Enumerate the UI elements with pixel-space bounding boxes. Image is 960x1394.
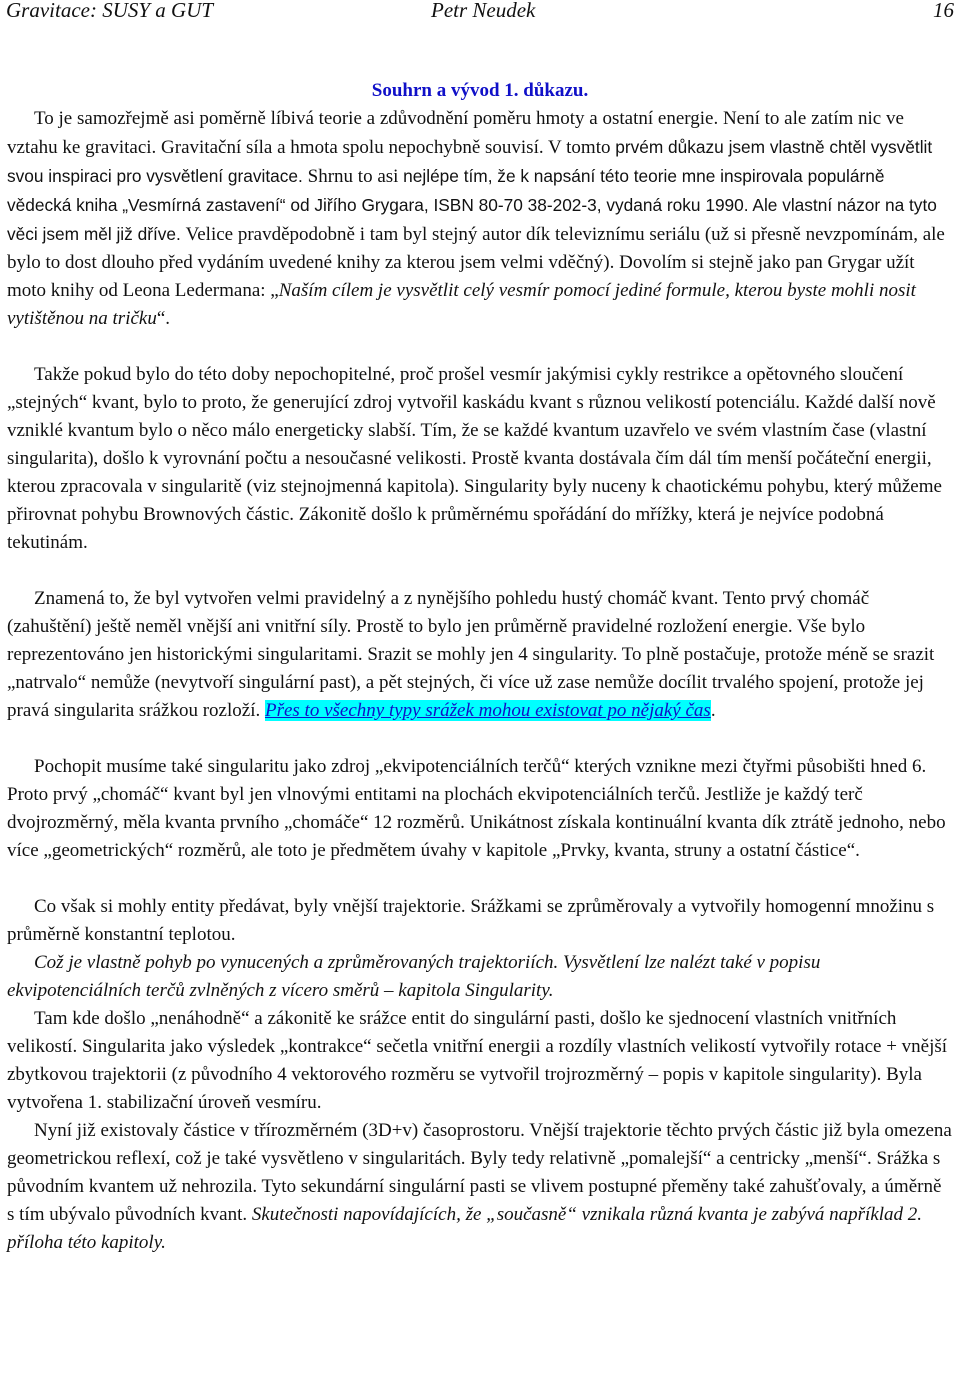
paragraph-6: Což je vlastně pohyb po vynucených a zprůměrovaných trajektoriích. Vysvětlení lze nalézt také v popisu ekvipotenciálních terčů zvlněných z vícero směrů – kapitola Singularity.: [7, 952, 821, 1001]
paragraph-1-text-e: Velice pravděpodobně i tam byl stejný autor dík televiznímu seriálu (už si přesně nevzpomínám, ale bylo to dost dlouho před vydáním uvedené knihy za kterou jsem velmi vděčný). Dovolím si stejně jako pan Grygar užít moto knihy od Leona Ledermana: „: [7, 224, 945, 301]
header-title: Gravitace: SUSY a GUT: [6, 0, 214, 22]
paragraph-1-text-c: Shrnu to asi: [307, 166, 404, 187]
paragraph-3-end: .: [710, 700, 716, 721]
paragraph-3: [7, 585, 953, 725]
section-title: Souhrn a vývod 1. důkazu.: [371, 80, 589, 101]
document-body: [7, 77, 953, 1257]
page-number: 16: [933, 0, 954, 22]
paragraph-1-text-d: nejlépe tím, že k napsání této teorie mne inspirovala populárně vědecká kniha „Vesmírná zastavení“ od Jiřího Grygara, ISBN 80-70 38-202-3, vydaná roku 1990. Ale vlastní názor na tyto věci jsem měl již dříve.: [7, 166, 937, 244]
page-header: [6, 0, 954, 26]
highlighted-text: Přes to všechny typy srážek mohou existovat po nějaký čas: [264, 700, 711, 721]
paragraph-1-end: “.: [156, 308, 171, 329]
header-author: Petr Neudek: [431, 0, 536, 22]
paragraph-8: [7, 1117, 953, 1257]
lederman-quote: Naším cílem je vysvětlit celý vesmír pomocí jediné formule, kterou byste mohli nosit vytištěnou na tričku: [7, 280, 916, 329]
paragraph-1: [7, 105, 953, 333]
paragraph-4: Pochopit musíme také singularitu jako zdroj „ekvipotenciálních terčů“ kterých vznikne mezi čtyřmi působišti hned 6. Proto prvý „chomáč“ kvant byl jen vlnovými entitami na plochách ekvipotenciálních terčů. Jestliže je každý terč dvojrozměrný, měla kvanta prvního „chomáče“ 12 rozměrů. Unikátnost získala kontinuální kvanta dík ztrátě jednoho, nebo více „geometrických“ rozměrů, ale toto je předmětem úvahy v kapitole „Prvky, kvanta, struny a ostatní částice“.: [7, 756, 946, 861]
paragraph-3-text: Znamená to, že byl vytvořen velmi pravidelný a z nynějšího pohledu hustý chomáč kvant. Tento prvý chomáč (zahuštění) ještě neměl vnější ani vnitřní síly. Prostě to bylo jen průměrně pravidelné rozložení energie. Vše bylo reprezentováno jen historickými singularitami. Srazit se mohly jen 4 singularity. To plně postačuje, protože méně se srazit „natrvalo“ nemůže (nevytvoří singulární past), a pět stejných, či více už zase nemůže docílit trvalého spojení, protože jej pravá singularita srážkou rozloží.: [7, 588, 935, 721]
paragraph-1-text-b: prvém důkazu jsem vlastně chtěl vysvětlit svou inspiraci pro vysvětlení gravitace.: [7, 137, 933, 186]
paragraph-1-text-a: To je samozřejmě asi poměrně líbivá teorie a zdůvodnění poměru hmoty a ostatní energie. Není to ale zatím nic ve vztahu ke gravitaci. Gravitační síla a hmota spolu nepochybně souvisí. V tomto: [7, 108, 904, 158]
paragraph-8-italic: Skutečnosti napovídajících, že „současně“ vznikala různá kvanta je zabývá například 2. příloha této kapitoly.: [7, 1204, 923, 1253]
paragraph-7: Tam kde došlo „nenáhodně“ a zákonitě ke srážce entit do singulární pasti, došlo ke sjednocení vlastních vnitřních velikostí. Singularita jako výsledek „kontrakce“ sečetla vnitřní energii a rozdíly vlastních velikostí vytvořily rotace + vnější zbytkovou trajektorii (z původního 4 vektorového rozměru se vytvořil trojrozměrný – popis v kapitole singularity). Byla vytvořena 1. stabilizační úroveň vesmíru.: [7, 1008, 948, 1113]
paragraph-2: Takže pokud bylo do této doby nepochopitelné, proč prošel vesmír jakýmisi cykly restrikce a opětovného sloučení „stejných“ kvant, bylo to proto, že generující zdroj vytvořil kaskádu kvant s různou velikostí potenciálu. Každé další nově vzniklé kvantum bylo o něco málo energeticky slabší. Tím, že se každé kvantum uzavřelo ve svém vlastním čase (vlastní singularita), došlo k vyrovnání počtu a nesoučasné velikosti. Prostě kvanta dostávala čím dál tím menší počáteční energii, kterou zpracovala v singularitě (viz stejnojmenná kapitola). Singularity byly nuceny k chaotickému pohybu, který můžeme přirovnat pohybu Brownových částic. Zákonitě došlo k průměrnému spořádání do mřížky, která je nejvíce podobná tekutinám.: [7, 364, 942, 553]
paragraph-8-text: Nyní již existovaly částice v třírozměrném (3D+v) časoprostoru. Vnější trajektorie těchto prvých částic již byla omezena geometrickou reflexí, což je také vysvětleno v singularitách. Byly tedy relativně „pomalejší“ a centricky „menší“. Srážka s původním kvantem už nehrozila. Tyto sekundární singulární pasti se vlivem postupné přeměny také zahušťovaly, a úměrně s tím ubývalo původních kvant.: [7, 1120, 952, 1225]
paragraph-5: Co však si mohly entity předávat, byly vnější trajektorie. Srážkami se zprůměrovaly a vytvořily homogenní množinu s průměrně konstantní teplotou.: [7, 896, 935, 945]
